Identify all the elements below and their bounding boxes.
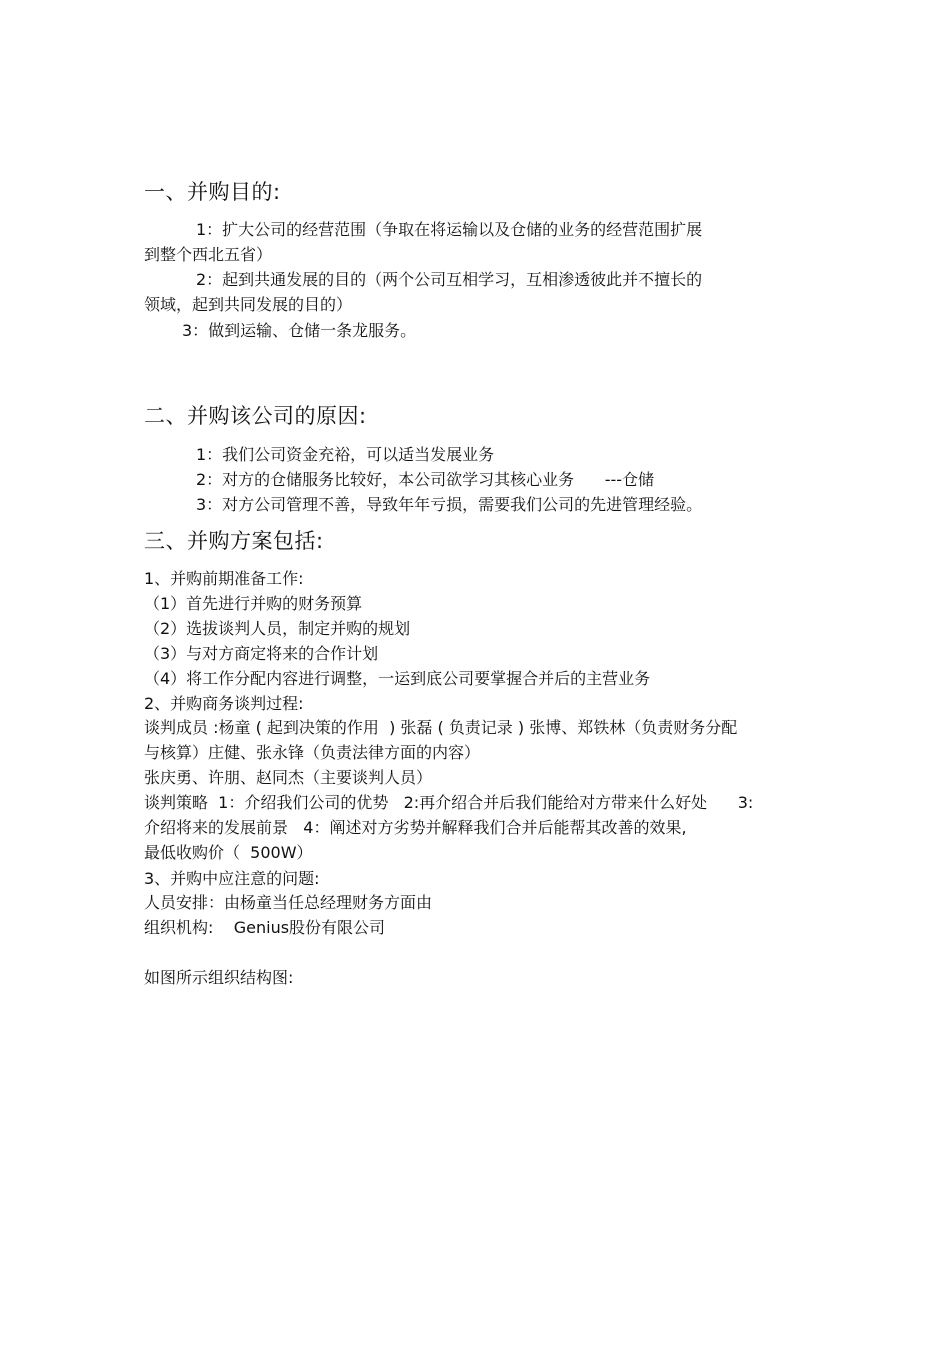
section-1-item-2-line-1: 2：起到共通发展的目的（两个公司互相学习，互相渗透彼此并不擅长的 xyxy=(196,270,703,289)
section-3-heading: 三、并购方案包括: xyxy=(144,529,324,553)
section-3-line-7: 谈判成员 :杨童 ( 起到决策的作用 ) 张磊 ( 负责记录 ) 张博、郑铁林（负责财务分配 xyxy=(144,718,738,737)
section-3-line-12: 最低收购价（ 500W） xyxy=(144,843,313,862)
section-3-line-8: 与核算）庄健、张永锋（负责法律方面的内容） xyxy=(144,743,481,762)
section-1-item-1-line-1: 1：扩大公司的经营范围（争取在将运输以及仓储的业务的经营范围扩展 xyxy=(196,220,703,239)
section-3-line-1: 1、并购前期准备工作: xyxy=(144,569,304,588)
section-3-line-3: （2）选拔谈判人员，制定并购的规划 xyxy=(144,619,411,638)
section-3-line-10: 谈判策略 1：介绍我们公司的优势 2:再介绍合并后我们能给对方带来什么好处 3: xyxy=(144,793,754,812)
section-3-line-14: 人员安排：由杨童当任总经理财务方面由 xyxy=(144,893,433,912)
section-1-item-3: 3：做到运输、仓储一条龙服务。 xyxy=(182,321,417,340)
section-3-line-15: 组织机构: Genius股份有限公司 xyxy=(144,918,386,937)
section-3-line-5: （4）将工作分配内容进行调整，一运到底公司要掌握合并后的主营业务 xyxy=(144,669,651,688)
section-3-line-9: 张庆勇、许朋、赵同杰（主要谈判人员） xyxy=(144,768,433,787)
section-3-line-13: 3、并购中应注意的问题: xyxy=(144,869,320,888)
section-2-heading: 二、并购该公司的原因: xyxy=(144,404,367,428)
section-1-heading: 一、并购目的: xyxy=(144,180,281,204)
section-2-item-3: 3：对方公司管理不善，导致年年亏损，需要我们公司的先进管理经验。 xyxy=(196,495,703,514)
section-3-line-6: 2、并购商务谈判过程: xyxy=(144,694,304,713)
section-1-item-1-line-2: 到整个西北五省） xyxy=(144,245,273,264)
section-3-line-2: （1）首先进行并购的财务预算 xyxy=(144,594,363,613)
section-3-line-16: 如图所示组织结构图: xyxy=(144,968,294,987)
section-1-item-2-line-2: 领域，起到共同发展的目的） xyxy=(144,295,353,314)
section-2-item-2: 2：对方的仓储服务比较好，本公司欲学习其核心业务 ---仓储 xyxy=(196,470,655,489)
section-2-item-1: 1：我们公司资金充裕，可以适当发展业务 xyxy=(196,445,495,464)
section-3-line-4: （3）与对方商定将来的合作计划 xyxy=(144,644,379,663)
section-3-line-11: 介绍将来的发展前景 4：阐述对方劣势并解释我们合并后能帮其改善的效果, xyxy=(144,818,687,837)
